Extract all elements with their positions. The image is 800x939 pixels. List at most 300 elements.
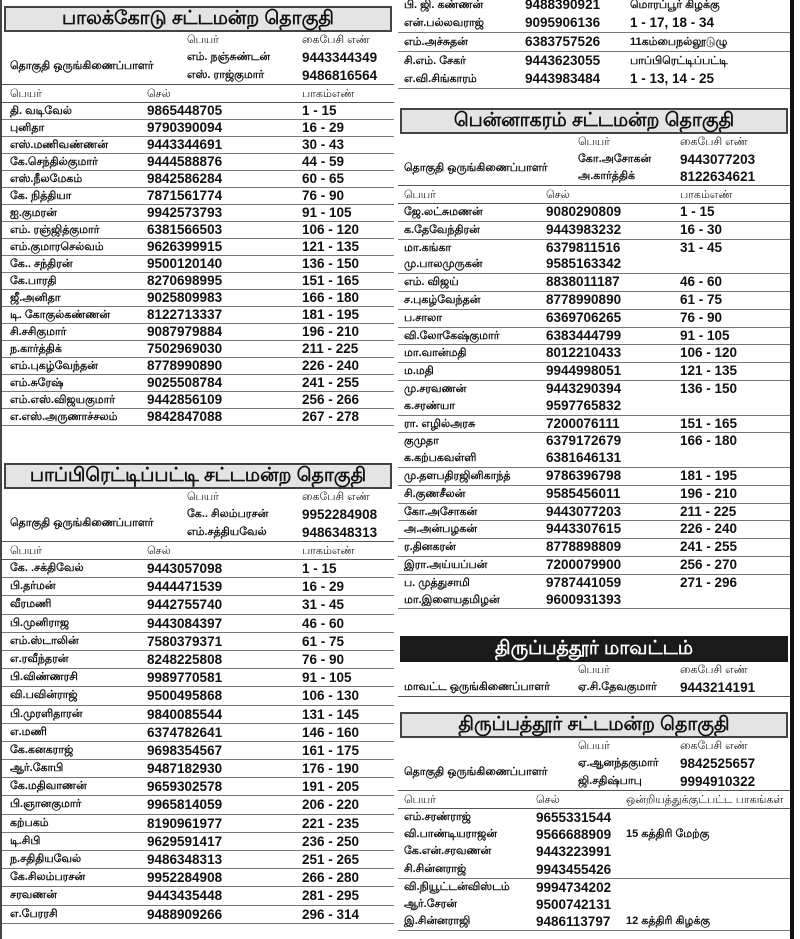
member-phone: 7580379371 [147, 633, 223, 649]
member-name: ரா. எழில்அரசு [404, 417, 476, 430]
booth-range: 91 - 105 [302, 670, 352, 686]
booth-range: 256 - 266 [302, 392, 360, 407]
table-row [398, 879, 790, 896]
member-name: பி.முனிராஜ [10, 616, 70, 629]
booth-range: 196 - 210 [680, 485, 738, 501]
table-row [398, 256, 790, 273]
member-phone: 9500742131 [536, 896, 612, 912]
booth-range: 166 - 180 [302, 290, 360, 305]
booth-range: 15 கத்திரி மேற்கு [626, 828, 710, 841]
member-name: ந.சதிதியவேல் [10, 853, 82, 865]
booth-range: 241 - 255 [302, 375, 360, 390]
coordinator-header [2, 489, 394, 506]
booth-range: 267 - 278 [302, 409, 360, 424]
member-phone: 8270698995 [147, 273, 223, 288]
table-header [398, 186, 790, 204]
row-group [2, 120, 394, 137]
member-name: வி.லோகேஷ்குமார் [404, 329, 500, 342]
row-group [2, 687, 394, 705]
member-phone: 6374782641 [147, 724, 223, 740]
member-name: எம்.ஸ்டாலின் [10, 634, 79, 647]
booth-range: 296 - 314 [302, 906, 360, 922]
row-group [398, 204, 790, 222]
member-phone: 9443290394 [546, 380, 622, 396]
booth-range: 76 - 90 [302, 188, 345, 203]
coordinator-member [2, 49, 394, 72]
table-row [398, 433, 790, 450]
member-name: என்.பல்லவராஜ் [404, 17, 484, 29]
name-header: பெயர் [187, 491, 219, 503]
member-phone: 9443344691 [147, 137, 223, 152]
member-name: கே. நித்தியா [10, 190, 72, 202]
row-group [2, 273, 394, 290]
row-group [398, 274, 790, 292]
booth-range: 221 - 235 [302, 815, 360, 831]
booth-range: 30 - 43 [302, 137, 345, 152]
booth-range: 211 - 225 [680, 503, 737, 519]
member-name: சி.குணசீலன் [404, 487, 466, 500]
row-group [2, 760, 394, 778]
section [398, 712, 790, 931]
member-phone: 9444588876 [147, 154, 223, 169]
member-phone: 9698354567 [147, 742, 223, 758]
table-row [398, 416, 790, 433]
coordinator-label: தொகுதி ஒருங்கிணைப்பாளர் [10, 59, 154, 72]
row-group [2, 578, 394, 596]
booth-range: 121 - 135 [302, 239, 360, 254]
row-group [398, 557, 790, 575]
member-phone: 9597765832 [546, 397, 622, 413]
table-row [2, 906, 394, 923]
section-title: பென்னாகரம் சட்டமன்ற தொகுதி [400, 108, 788, 134]
booth-range: 151 - 165 [302, 273, 360, 288]
row-group [2, 307, 394, 324]
member-name: எம்.குமாரசெல்வம் [10, 241, 104, 253]
table-row [398, 274, 790, 291]
row-group [2, 869, 394, 887]
booth-range: 256 - 270 [680, 556, 738, 572]
member-phone: 8012210433 [546, 345, 622, 361]
member-phone: 8778990890 [546, 291, 622, 307]
member-phone: 8778898809 [546, 539, 622, 555]
booth-range: 76 - 90 [302, 651, 345, 667]
table-row [398, 504, 790, 521]
member-phone: 9842586284 [147, 171, 223, 186]
booth-range: 166 - 180 [680, 433, 738, 449]
table-row [398, 363, 790, 380]
booth-range: 146 - 160 [302, 724, 360, 740]
name-header: பெயர் [578, 740, 610, 752]
table-row [398, 913, 790, 930]
booth-range: 181 - 195 [302, 307, 360, 322]
member-phone: 6381566503 [147, 222, 223, 237]
row-group [398, 468, 790, 486]
member-name: கே.செந்தில்குமார் [10, 156, 98, 168]
member-name: வி.பவின்ராஜ் [10, 689, 78, 702]
member-phone: 9626399915 [147, 239, 223, 254]
booth-range: 31 - 45 [680, 239, 723, 255]
member-name: ஜே.லட்சுமணன் [404, 206, 483, 218]
row-group [398, 521, 790, 539]
row-group [398, 575, 790, 610]
member-phone: 6383757526 [525, 34, 601, 49]
member-name: கற்பகம் [10, 816, 49, 829]
row-group [2, 341, 394, 358]
booth-range: 46 - 60 [302, 615, 345, 631]
booth-range: 1 - 15 [302, 103, 337, 118]
member-name: கோ.அசோகன் [404, 505, 478, 518]
booth-range: 121 - 135 [680, 363, 738, 379]
member-name: ச.புகழ்வேந்தன் [404, 293, 481, 306]
member-name: மு.தளபதிரஜினிகாந்த் [404, 469, 511, 482]
coordinator-phone: 9952284908 [302, 507, 378, 522]
row-group [398, 0, 790, 33]
member-phone: 9989770581 [147, 670, 223, 686]
booth-range: 206 - 220 [302, 797, 360, 813]
booth-range: 241 - 255 [680, 539, 738, 555]
table-row [398, 450, 790, 467]
booth-range: 251 - 265 [302, 852, 360, 867]
coordinator-block [398, 134, 790, 186]
member-phone: 9500495868 [147, 688, 223, 704]
member-name: பி.ஞானகுமார் [10, 798, 82, 811]
row-group [398, 486, 790, 504]
member-phone: 9025809983 [147, 290, 223, 305]
booth-range: 46 - 60 [680, 274, 723, 290]
table-row [2, 851, 394, 868]
table-header [2, 542, 394, 560]
row-group [398, 52, 790, 89]
row-group [2, 833, 394, 851]
table-row [2, 324, 394, 340]
member-phone: 6379172679 [546, 433, 622, 449]
coordinator-phone: 9443214191 [680, 680, 756, 695]
table-row [2, 796, 394, 813]
member-phone: 9442755740 [147, 597, 223, 613]
row-group [2, 651, 394, 669]
member-name: கே.. சந்திரன் [10, 258, 73, 270]
table-row [2, 706, 394, 723]
name-header: பெயர் [578, 664, 610, 676]
booth-range: 1 - 15 [680, 204, 715, 219]
member-phone: 9994734202 [536, 879, 612, 895]
coordinator-header [398, 738, 790, 755]
coordinator-block [398, 662, 790, 697]
booth-range: 131 - 145 [302, 706, 360, 722]
member-name: புனிதா [10, 122, 45, 134]
coordinator-phone: 8122634621 [680, 169, 756, 184]
booth-range: 176 - 190 [302, 761, 360, 777]
coordinator-name: எஸ். ராஜ்குமார் [187, 68, 265, 81]
column-header-phone: செல் [546, 189, 570, 201]
row-group [2, 633, 394, 651]
member-name: எ.மணி [10, 725, 47, 738]
column-header-range: பாகம்எண் [302, 88, 355, 100]
member-phone: 9585163342 [546, 256, 622, 272]
table-row [398, 204, 790, 221]
table-row [2, 651, 394, 668]
member-phone: 9655331544 [536, 810, 612, 825]
table-row [2, 560, 394, 577]
coordinator-label: தொகுதி ஒருங்கிணைப்பாளர் [404, 161, 548, 174]
column-header-range: பாகம்எண் [680, 189, 733, 201]
member-name: எம்.அச்சுதன் [404, 36, 468, 48]
booth-range: 196 - 210 [302, 324, 360, 339]
member-name: ஆர்.கோபி [10, 762, 64, 775]
member-name: பி.முரளிதாரன் [10, 707, 83, 720]
member-name: எம். ரஞ்ஜித்குமார் [10, 224, 100, 236]
member-phone: 9487182930 [147, 761, 223, 777]
coordinator-name: கே.. சிலம்பரசன் [187, 508, 269, 520]
member-name: எம். விஜய் [404, 276, 459, 289]
table-row [2, 596, 394, 613]
coordinator-label: தொகுதி ஒருங்கிணைப்பாளர் [404, 765, 548, 778]
table-row [2, 633, 394, 650]
row-group [2, 887, 394, 905]
member-name: எ.பேரரசி [10, 907, 58, 920]
member-name: தி. வடிவேல் [10, 105, 72, 117]
member-phone: 9790390094 [147, 120, 223, 135]
table-row [2, 103, 394, 119]
table-row [2, 578, 394, 595]
table-row [2, 760, 394, 777]
member-name: கே.என்.சரவணன் [404, 845, 492, 858]
row-group [398, 345, 790, 363]
row-group [398, 328, 790, 346]
member-phone: 9095906136 [525, 15, 601, 30]
member-phone: 9442856109 [147, 392, 223, 407]
section-title: பாப்பிரெட்டிப்பட்டி சட்டமன்ற தொகுதி [4, 463, 392, 489]
phone-header: கைபேசி எண் [302, 34, 370, 46]
booth-range: மொரப்பூர் கிழக்கு [630, 0, 720, 11]
coordinator-block [398, 738, 790, 791]
member-phone: 9787441059 [546, 574, 622, 590]
phone-header: கைபேசி எண் [302, 491, 370, 503]
member-name: வீரமணி [10, 598, 52, 611]
member-name: மு.பாலமுருகன் [404, 258, 483, 271]
booth-range: 61 - 75 [302, 633, 345, 649]
table-row [2, 358, 394, 374]
member-name: குமுதா [404, 435, 439, 448]
row-group [2, 137, 394, 154]
phone-header: கைபேசி எண் [680, 740, 748, 752]
member-phone: 9486113797 [536, 914, 611, 930]
row-group [2, 596, 394, 614]
table-row [398, 557, 790, 574]
table-row [398, 843, 790, 860]
section [398, 108, 790, 609]
table-row [2, 778, 394, 795]
member-name: வி.பாண்டியராஜன் [404, 828, 497, 841]
row-group [2, 239, 394, 256]
coordinator-name: எம். நஞ்சுண்டன் [187, 51, 271, 63]
member-phone: 9786396798 [546, 467, 622, 483]
table-row [398, 861, 790, 878]
table-row [2, 239, 394, 255]
table-row [398, 896, 790, 913]
member-name: சி.சசிகுமார் [10, 326, 67, 338]
member-phone: 9443077203 [546, 503, 622, 519]
row-group [2, 778, 394, 796]
member-name: சரவணன் [10, 889, 57, 902]
row-group [398, 879, 790, 932]
coordinator-name: கோ.அசோகன் [578, 153, 652, 165]
member-name: மா.கங்கா [404, 241, 452, 254]
coordinator-name: ஜி.சதிஷ்பாபு [578, 774, 642, 787]
row-group [2, 851, 394, 869]
table-row [398, 486, 790, 503]
coordinator-phone: 9486816564 [302, 67, 378, 83]
row-group [2, 222, 394, 239]
row-group [398, 381, 790, 416]
section [2, 463, 394, 924]
member-name: பி. ஜி. கண்ணன் [404, 0, 484, 11]
member-name: டி. கோகுல்கண்ணன் [10, 309, 110, 321]
member-phone: 9629591417 [147, 833, 223, 849]
member-phone: 9488909266 [147, 906, 223, 922]
row-group [2, 560, 394, 578]
right-column [398, 0, 794, 939]
column-header-range: பாகம்எண் [302, 545, 355, 557]
booth-range: 226 - 240 [302, 358, 360, 373]
table-row [398, 398, 790, 415]
table-header [398, 791, 790, 809]
member-phone: 9443983232 [546, 221, 622, 237]
member-name: க.தேவேந்திரன் [404, 223, 480, 236]
booth-range: 31 - 45 [302, 597, 345, 613]
member-name: வி.நியூட்டன்விஸ்டம் [404, 880, 510, 893]
coordinator-member [398, 773, 790, 791]
member-phone: 9443983484 [525, 71, 601, 86]
member-name: இரா.அய்யப்பன் [404, 558, 488, 571]
booth-range: 236 - 250 [302, 833, 360, 849]
table-row [2, 290, 394, 306]
member-name: எம்.சுரேஷ் [10, 377, 64, 389]
table-row [2, 205, 394, 221]
member-name: மு.சரவணன் [404, 382, 467, 395]
booth-range: 61 - 75 [680, 291, 723, 307]
member-name: மா.இளையதமிழன் [404, 593, 500, 606]
booth-range: 1 - 15 [302, 561, 337, 576]
coordinator-name: அ.கார்த்திக் [578, 170, 636, 182]
table-row [2, 833, 394, 850]
member-name: மா.வான்மதி [404, 347, 467, 360]
booth-range: 271 - 296 [680, 574, 738, 590]
coordinator-member [398, 168, 790, 185]
coordinator-member [398, 679, 790, 696]
table-row [2, 375, 394, 391]
booth-range: 1 - 13, 14 - 25 [630, 71, 715, 86]
table-row [2, 742, 394, 759]
booth-range: 136 - 150 [302, 256, 360, 271]
coordinator-phone: 9994910322 [680, 773, 756, 789]
coordinator-phone: 9443077203 [680, 152, 756, 167]
table-row [2, 307, 394, 323]
member-name: எ.எஸ்.அருணாச்சலம் [10, 411, 118, 423]
table-row [398, 592, 790, 609]
row-group [2, 669, 394, 687]
table-row [2, 724, 394, 741]
table-row [2, 188, 394, 204]
member-name: டி.சிபி [10, 834, 41, 847]
member-name: ப.சாலா [404, 311, 442, 324]
column-header-phone: செல் [536, 794, 560, 806]
row-group [2, 205, 394, 222]
table-row [398, 381, 790, 398]
column-header-range: ஒன்றியத்துக்குட்பட்ட பாகங்கள் [626, 794, 784, 806]
row-group [2, 906, 394, 924]
coordinator-label: மாவட்ட ஒருங்கிணைப்பாளர் [404, 681, 550, 693]
row-group [2, 171, 394, 188]
table-row [2, 815, 394, 832]
table-row [398, 14, 790, 32]
row-group [398, 809, 790, 879]
booth-range: 16 - 30 [680, 221, 723, 237]
booth-range: 1 - 17, 18 - 34 [630, 15, 715, 30]
table-row [2, 409, 394, 425]
member-phone: 9087979884 [147, 324, 223, 339]
member-phone: 9840085544 [147, 706, 223, 722]
booth-range: 191 - 205 [302, 779, 360, 795]
booth-range: 106 - 120 [680, 345, 738, 361]
member-phone: 9443223991 [536, 844, 612, 860]
member-phone: 9942573793 [147, 205, 223, 220]
row-group [2, 615, 394, 633]
booth-range: 211 - 225 [302, 341, 359, 356]
row-group [2, 815, 394, 833]
member-name: இ.சின்னராஜி [404, 915, 471, 928]
table-row [2, 171, 394, 187]
booth-range: 76 - 90 [680, 309, 723, 325]
booth-range: 91 - 105 [680, 327, 730, 343]
section-title: திருப்பத்தூர் மாவட்டம் [400, 636, 788, 662]
table-row [398, 240, 790, 257]
row-group [2, 796, 394, 814]
member-phone: 7200079900 [546, 556, 622, 572]
table-row [2, 887, 394, 904]
row-group [2, 154, 394, 171]
member-name: எம்.எஸ்.விஜயகுமார் [10, 394, 116, 406]
member-phone: 9944998051 [546, 363, 622, 379]
left-column [0, 0, 394, 939]
member-phone: 6383444799 [546, 327, 622, 343]
row-group [2, 742, 394, 760]
table-row [2, 154, 394, 170]
row-group [2, 290, 394, 307]
member-phone: 9443307615 [546, 521, 622, 537]
member-phone: 9443435448 [147, 888, 223, 904]
member-phone: 9566688909 [536, 827, 612, 843]
row-group [398, 504, 790, 522]
table-row [2, 341, 394, 357]
section [398, 636, 790, 697]
table-row [2, 120, 394, 136]
coordinator-header [398, 662, 790, 679]
member-phone: 9443057098 [147, 561, 223, 576]
member-phone: 8190961977 [147, 815, 223, 831]
coordinator-name: ஏ.சி.தேவகுமார் [578, 681, 657, 693]
table-row [398, 521, 790, 538]
member-name: பி.தர்மன் [10, 580, 56, 593]
coordinator-name: எம்.சத்தியவேல் [187, 525, 267, 538]
member-name: சி.எம். சேகர் [404, 55, 466, 67]
table-row [398, 222, 790, 239]
table-row [2, 273, 394, 289]
member-name: ஆர்.சேரன் [404, 897, 457, 910]
row-group [398, 222, 790, 240]
member-phone: 9842847088 [147, 409, 223, 424]
member-name: ர.தினகரன் [404, 541, 456, 554]
